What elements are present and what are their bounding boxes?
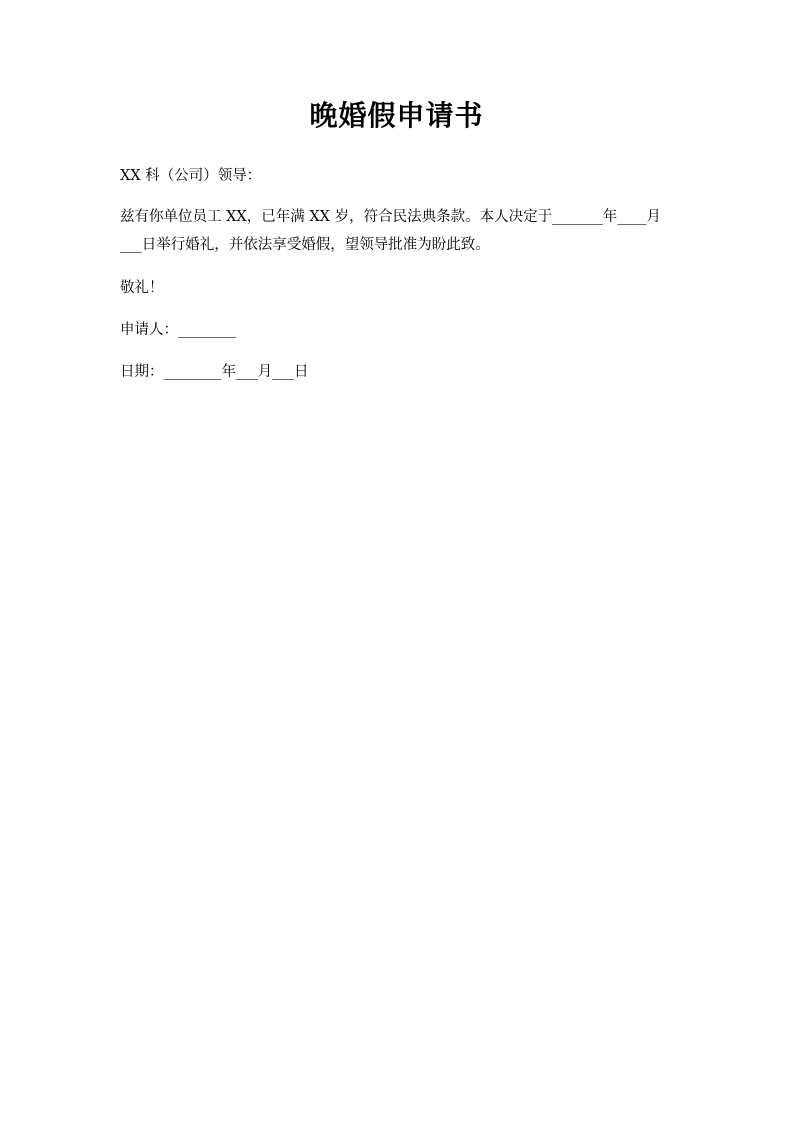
applicant-line: 申请人：________ xyxy=(120,322,236,338)
body-paragraph-line-1: 兹有你单位员工 XX，已年满 XX 岁，符合民法典条款。本人决定于_______年____月 xyxy=(120,209,661,225)
document-title: 晚婚假申请书 xyxy=(309,99,484,132)
date-line: 日期：________年___月___日 xyxy=(120,364,309,380)
salutation: XX 科（公司）领导： xyxy=(120,168,262,184)
closing-line: 敬礼！ xyxy=(120,280,164,296)
body-paragraph-line-2: ___日举行婚礼，并依法享受婚假，望领导批准为盼此致。 xyxy=(120,237,490,253)
